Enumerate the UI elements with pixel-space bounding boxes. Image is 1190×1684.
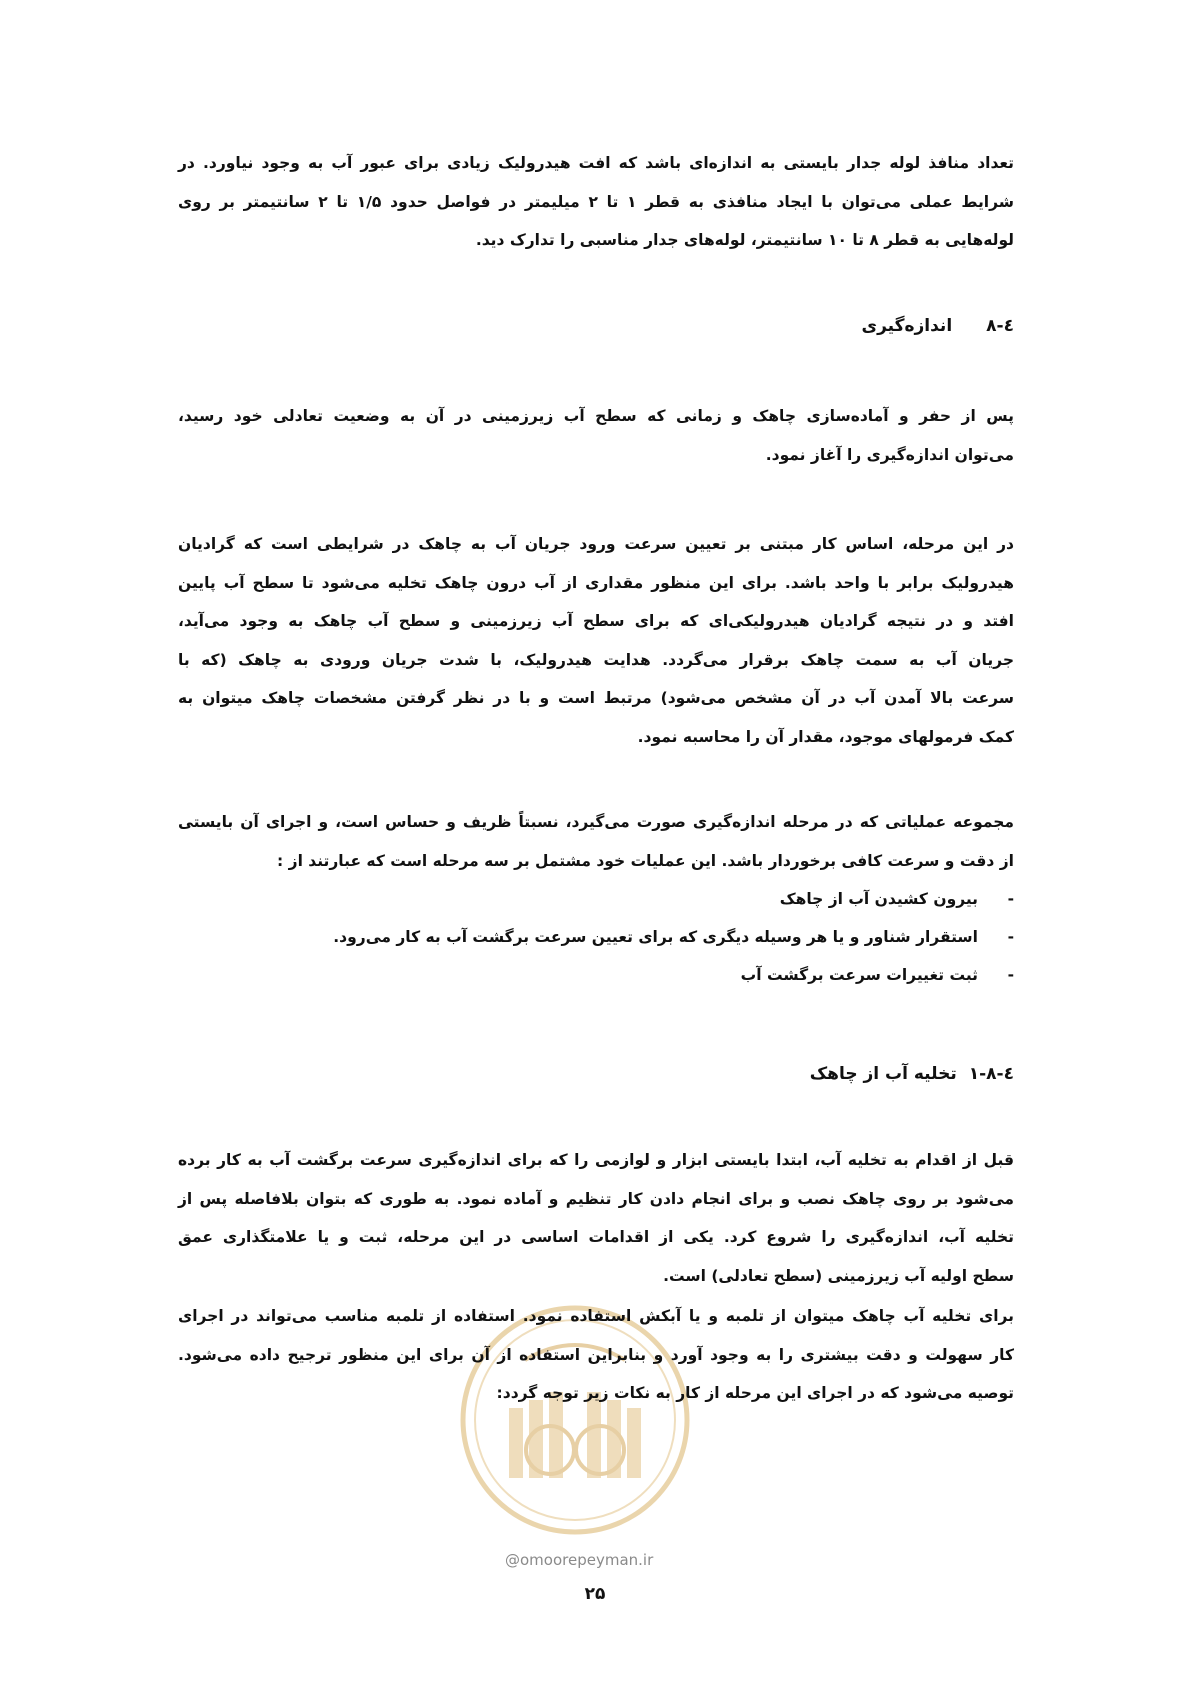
text-line: پس از حفر و آماده‌سازی چاهک و زمانی که سطح آب زیرزمینی در آن به وضعیت تعادلی خود رسید، xyxy=(178,407,1014,425)
text-line: لوله‌هایی به قطر ۸ تا ۱۰ سانتیمتر، لوله‌های جدار مناسبی را تدارک دید. xyxy=(475,231,1014,249)
bullet-list xyxy=(333,880,1014,994)
text-line: در این مرحله، اساس کار مبتنی بر تعیین سرعت ورود جریان آب به چاهک در شرایطی است که گرادیان xyxy=(178,535,1014,553)
subsection-heading xyxy=(810,1064,1014,1084)
paragraph-4 xyxy=(178,803,1014,880)
section-number: ٤-٨ xyxy=(986,316,1014,336)
paragraph-1 xyxy=(178,144,1014,260)
text-line: می‌شود بر روی چاهک نصب و برای انجام دادن کار تنظیم و آماده نمود. به طوری که بتوان بلافاصله پس از xyxy=(178,1189,1014,1208)
section-heading xyxy=(861,316,1014,336)
text-line: مجموعه عملیاتی که در مرحله اندازه‌گیری صورت می‌گیرد، نسبتاً ظریف و حساس است، و اجرای آن بایستی xyxy=(178,813,1014,831)
page-number: ۲۵ xyxy=(584,1584,606,1604)
text-line: توصیه می‌شود که در اجرای این مرحله از کار به نکات زیر توجه گردد: xyxy=(496,1384,1014,1402)
text-line: می‌توان اندازه‌گیری را آغاز نمود. xyxy=(765,445,1014,464)
text-line: جریان آب به سمت چاهک برقرار می‌گردد. هدایت هیدرولیک، با شدت جریان ورودی به چاهک (که با xyxy=(178,650,1014,669)
text-line: کمک فرمولهای موجود، مقدار آن را محاسبه نمود. xyxy=(637,727,1014,746)
paragraph-2 xyxy=(178,397,1014,474)
paragraph-5 xyxy=(178,1141,1014,1295)
paragraph-3 xyxy=(178,525,1014,756)
section-title: تخلیه آب از چاهک xyxy=(809,1064,957,1084)
text-line: قبل از اقدام به تخلیه آب، ابتدا بایستی ابزار و لوازمی را که برای اندازه‌گیری سرعت برگشت آب به کار برده xyxy=(178,1151,1014,1169)
text-line: سطح اولیه آب زیرزمینی (سطح تعادلی) است. xyxy=(663,1266,1014,1285)
paragraph-6 xyxy=(178,1297,1014,1413)
watermark-url: @omoorepeyman.ir xyxy=(505,1551,654,1569)
section-number: ٤-٨-١ xyxy=(968,1064,1014,1084)
text-line: از دقت و سرعت کافی برخوردار باشد. این عملیات خود مشتمل بر سه مرحله است که عبارتند از : xyxy=(277,851,1014,870)
text-line: شرایط عملی می‌توان با ایجاد منافذی به قطر ۱ تا ۲ میلیمتر در فواصل حدود ۱/۵ تا ۲ سانتیمتر بر روی xyxy=(178,192,1014,211)
list-item: - استقرار شناور و یا هر وسیله دیگری که برای تعیین سرعت برگشت آب به کار می‌رود. xyxy=(333,928,1014,946)
text-line: تخلیه آب، اندازه‌گیری را شروع کرد. یکی از اقدامات اساسی در این مرحله، ثبت و یا علامتگذاری عمق xyxy=(178,1228,1014,1246)
text-line: سرعت بالا آمدن آب در آن مشخص می‌شود) مرتبط است و با در نظر گرفتن مشخصات چاهک میتوان به xyxy=(178,689,1014,707)
list-item: - بیرون کشیدن آب از چاهک xyxy=(779,890,1014,908)
text-line: کار سهولت و دقت بیشتری را به وجود آورد و بنابراین استفاده از آن برای این منظور ترجیح داده می‌شود. xyxy=(178,1345,1014,1364)
text-line: هیدرولیک برابر با واحد باشد. برای این منظور مقداری از آب درون چاهک تخلیه می‌شود تا سطح آب پایین xyxy=(178,573,1014,592)
list-item: - ثبت تغییرات سرعت برگشت آب xyxy=(740,966,1014,984)
text-line: برای تخلیه آب چاهک میتوان از تلمبه و یا آبکش استفاده نمود. استفاده از تلمبه مناسب می‌تواند در اجرای xyxy=(178,1307,1014,1325)
section-title: اندازه‌گیری xyxy=(861,316,953,336)
text-line: افتد و در نتیجه گرادیان هیدرولیکی‌ای که برای سطح آب زیرزمینی و سطح آب چاهک به وجود می‌آید، xyxy=(178,612,1014,630)
text-line: تعداد منافذ لوله جدار بایستی به اندازه‌ای باشد که افت هیدرولیک زیادی برای عبور آب به وجود نیاورد. در xyxy=(178,154,1014,172)
